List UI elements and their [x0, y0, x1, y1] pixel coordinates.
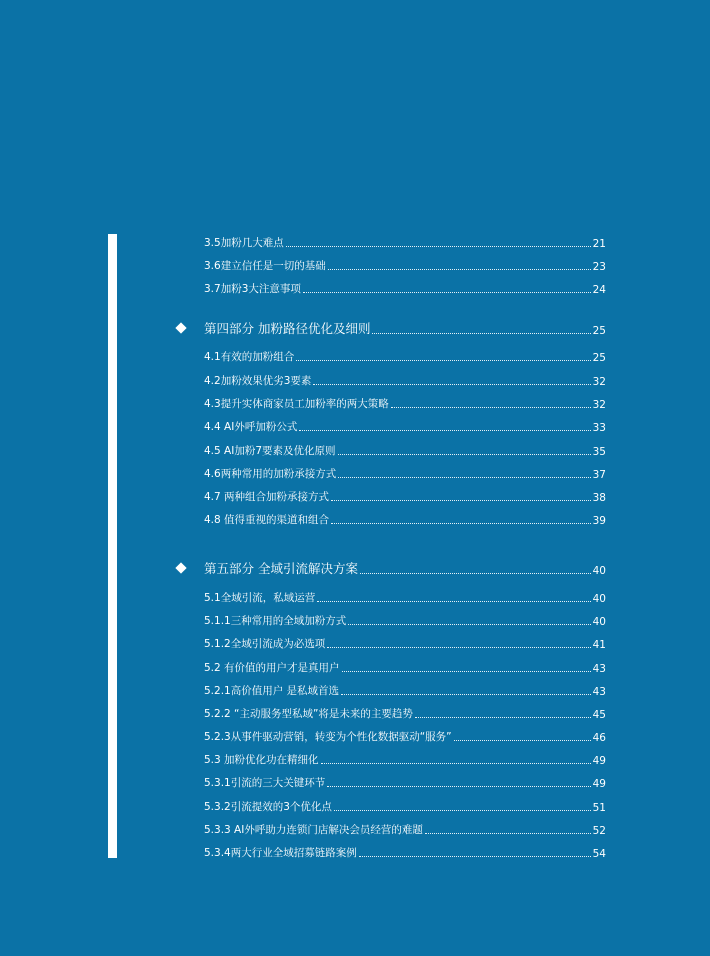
- toc-entry-label: 5.2.2 “主动服务型私域”将是未来的主要趋势: [204, 708, 413, 720]
- toc-entry-label: 5.3.2引流提效的3个优化点: [204, 801, 332, 813]
- toc-entry-page: 37: [592, 469, 606, 481]
- toc-entry[interactable]: [204, 259, 606, 273]
- toc-entry[interactable]: [204, 282, 606, 296]
- toc-entry-page: 46: [592, 732, 606, 744]
- toc-entry-label: 3.6建立信任是一切的基础: [204, 260, 326, 272]
- toc-entry[interactable]: [204, 513, 606, 527]
- toc-entry-page: 32: [592, 399, 606, 411]
- toc-entry-page: 23: [592, 261, 606, 273]
- toc-entry-label: 4.8 值得重视的渠道和组合: [204, 514, 330, 526]
- leader-dots: [372, 332, 590, 334]
- toc-entry-label: 5.2.3从事件驱动营销，转变为个性化数据驱动“服务”: [204, 731, 452, 743]
- diamond-bullet-icon: [175, 322, 186, 333]
- leader-dots: [296, 359, 590, 361]
- toc-entry-page: 39: [592, 515, 606, 527]
- leader-dots: [341, 693, 591, 695]
- leader-dots: [338, 476, 590, 478]
- toc-entry-page: 25: [592, 352, 606, 364]
- leader-dots: [327, 785, 590, 787]
- toc-entry[interactable]: [204, 730, 606, 744]
- toc-entry[interactable]: [204, 350, 606, 364]
- toc-entry-page: 40: [592, 593, 606, 605]
- leader-dots: [321, 762, 591, 764]
- toc-entry-page: 24: [592, 284, 606, 296]
- leader-dots: [317, 600, 590, 602]
- toc-entry-label: 5.3.1引流的三大关键环节: [204, 777, 326, 789]
- toc-entry-label: 3.7加粉3大注意事项: [204, 283, 301, 295]
- toc-entry[interactable]: [204, 236, 606, 250]
- toc-entry-label: 4.2加粉效果优劣3要素: [204, 375, 312, 387]
- toc-entry-label: 4.7 两种组合加粉承接方式: [204, 491, 330, 503]
- toc-entry-page: 41: [592, 639, 606, 651]
- toc-entry-label: 4.1有效的加粉组合: [204, 351, 295, 363]
- leader-dots: [338, 453, 591, 455]
- toc-entry[interactable]: [204, 753, 606, 767]
- toc-entry-page: 52: [592, 825, 606, 837]
- toc-entry[interactable]: [204, 684, 606, 698]
- toc-section-title: 第四部分 加粉路径优化及细则: [204, 321, 371, 336]
- toc-entry[interactable]: [204, 800, 606, 814]
- leader-dots: [327, 646, 590, 648]
- leader-dots: [334, 809, 591, 811]
- toc-entry[interactable]: [204, 776, 606, 790]
- toc-entry-label: 5.3.3 AI外呼助力连锁门店解决会员经营的难题: [204, 824, 423, 836]
- toc-entry-page: 32: [592, 376, 606, 388]
- toc-entry[interactable]: [204, 661, 606, 675]
- toc-entry-label: 4.6两种常用的加粉承接方式: [204, 468, 337, 480]
- toc-entry[interactable]: [204, 707, 606, 721]
- leader-dots: [328, 268, 591, 270]
- toc-entry-page: 38: [592, 492, 606, 504]
- toc-entry-label: 5.1.1三种常用的全域加粉方式: [204, 615, 347, 627]
- toc-entry[interactable]: [204, 823, 606, 837]
- leader-dots: [331, 499, 591, 501]
- toc-section-page: 25: [592, 325, 606, 337]
- diamond-bullet-icon: [175, 562, 186, 573]
- toc-section-page: 40: [592, 565, 606, 577]
- leader-dots: [454, 739, 591, 741]
- toc-entry[interactable]: [204, 397, 606, 411]
- toc-entry[interactable]: [204, 614, 606, 628]
- toc-entry-page: 49: [592, 755, 606, 767]
- leader-dots: [348, 623, 590, 625]
- toc-entry-page: 43: [592, 663, 606, 675]
- leader-dots: [342, 670, 591, 672]
- toc-entry-page: 54: [592, 848, 606, 860]
- toc-entry[interactable]: [204, 637, 606, 651]
- leader-dots: [313, 383, 590, 385]
- toc-entry-label: 4.5 AI加粉7要素及优化原则: [204, 445, 336, 457]
- leader-dots: [359, 855, 591, 857]
- toc-section-title: 第五部分 全域引流解决方案: [204, 561, 358, 576]
- toc-entry-label: 5.3 加粉优化功在精细化: [204, 754, 319, 766]
- toc-entry[interactable]: [204, 846, 606, 860]
- leader-dots: [415, 716, 591, 718]
- leader-dots: [331, 522, 591, 524]
- leader-dots: [303, 291, 591, 293]
- toc-entry-page: 33: [592, 422, 606, 434]
- leader-dots: [391, 406, 591, 408]
- toc-entry-label: 5.2 有价值的用户才是真用户: [204, 662, 340, 674]
- toc-entry-label: 5.2.1高价值用户 是私域首选: [204, 685, 340, 697]
- toc-entry[interactable]: [204, 591, 606, 605]
- toc-entry-label: 5.3.4两大行业全域招募链路案例: [204, 847, 357, 859]
- toc-entry[interactable]: [204, 374, 606, 388]
- toc-section-part5[interactable]: [204, 560, 606, 577]
- toc-entry-page: 45: [592, 709, 606, 721]
- toc-entry-page: 21: [592, 238, 606, 250]
- toc-entry[interactable]: [204, 467, 606, 481]
- toc-entry-label: 4.3提升实体商家员工加粉率的两大策略: [204, 398, 389, 410]
- toc-section-part4[interactable]: [204, 320, 606, 337]
- toc-entry-label: 3.5加粉几大难点: [204, 237, 284, 249]
- toc-entry-page: 43: [592, 686, 606, 698]
- leader-dots: [286, 245, 591, 247]
- toc-entry[interactable]: [204, 490, 606, 504]
- leader-dots: [299, 429, 590, 431]
- leader-dots: [425, 832, 591, 834]
- toc-entry[interactable]: [204, 444, 606, 458]
- toc-entry-label: 5.1全域引流，私域运营: [204, 592, 316, 604]
- toc-entry-label: 4.4 AI外呼加粉公式: [204, 421, 298, 433]
- toc-entry-page: 35: [592, 446, 606, 458]
- leader-dots: [360, 572, 591, 574]
- toc-entry-page: 49: [592, 778, 606, 790]
- toc-entry-page: 40: [592, 616, 606, 628]
- toc-entry-label: 5.1.2全域引流成为必选项: [204, 638, 326, 650]
- toc-entry[interactable]: [204, 420, 606, 434]
- toc-entry-page: 51: [592, 802, 606, 814]
